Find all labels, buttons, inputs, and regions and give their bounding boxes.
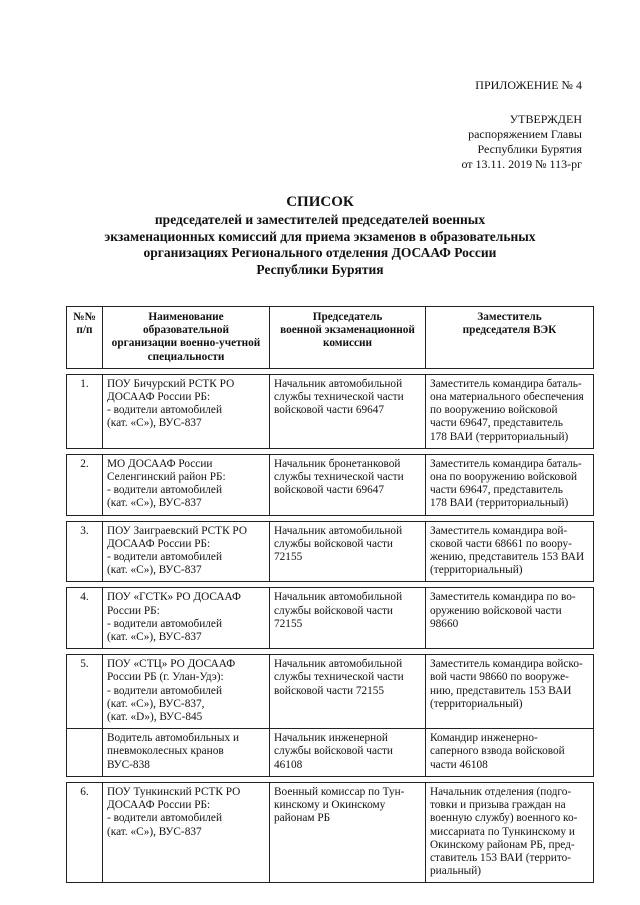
cell-line: России РБ: (107, 604, 160, 617)
approval-line: Республики Бурятия (477, 142, 582, 156)
cell-line: она материального обеспечения (430, 391, 584, 404)
cell-organization (103, 588, 270, 649)
table-row (67, 729, 594, 777)
cell-line: службы войсковой части (274, 604, 393, 617)
cell-line: ДОСААФ России РБ: (107, 799, 211, 812)
cell-line: Заместитель (477, 311, 542, 323)
cell-line: ПОУ «ГСТК» РО ДОСААФ (107, 591, 241, 604)
subtitle-line: Республики Бурятия (256, 261, 384, 277)
cell-line: службы технической части (274, 391, 404, 404)
cell-line: миссариата по Тункинскому и (430, 825, 575, 838)
cell-line: организации военно-учетной (111, 337, 261, 350)
cell-line: военной экзаменационной (280, 324, 415, 337)
cell-line: - водители автомобилей (107, 404, 222, 417)
table-row (67, 521, 594, 582)
cell-line: ставитель 153 ВАИ (террито- (430, 851, 572, 864)
cell-line: ДОСААФ России РБ: (107, 391, 211, 404)
cell-line: Начальник бронетанковой (274, 457, 401, 470)
cell-line: кинскому и Окинскому (274, 799, 386, 812)
header-chair (270, 307, 426, 369)
cell-line: саперного взвода войсковой (430, 745, 565, 758)
cell-line: риальный) (430, 865, 482, 878)
cell-line: Военный комиссар по Тун- (274, 785, 405, 798)
cell-line: (кат. «D»), ВУС-845 (107, 711, 203, 724)
subtitle-line: председателей и заместителей председателей военных (154, 212, 486, 227)
cell-line: - водители автомобилей (107, 551, 222, 564)
cell-organization (103, 655, 270, 729)
cell-line: районам РБ (274, 812, 331, 825)
cell-line: ДОСААФ России РБ: (107, 537, 211, 550)
cell-line: - водители автомобилей (107, 812, 222, 825)
cell-line: ПОУ «СТЦ» РО ДОСААФ (107, 658, 236, 671)
cell-number: 1. (67, 374, 103, 448)
cell-line: Наименование (148, 311, 224, 323)
cell-line: Заместитель командира войско- (430, 658, 583, 671)
cell-chairman (270, 374, 426, 448)
table-header-row (67, 307, 594, 369)
cell-line: 72155 (274, 617, 303, 630)
cell-line: части 69647, представитель (430, 417, 563, 430)
cell-line: военную службу) военного ко- (430, 812, 578, 825)
cell-line: ПОУ Тункинский РСТК РО (107, 785, 241, 798)
cell-organization (103, 782, 270, 882)
table-row (67, 588, 594, 649)
cell-line: Начальник автомобильной (274, 591, 403, 604)
cell-line: службы войсковой части (274, 537, 393, 550)
cell-organization (103, 454, 270, 515)
cell-number (67, 729, 103, 777)
cell-line: Начальник автомобильной (274, 377, 403, 390)
table-row (67, 655, 594, 729)
cell-line: 98660 (430, 617, 459, 630)
cell-chairman (270, 454, 426, 515)
cell-line: 178 ВАИ (территориальный) (430, 430, 569, 443)
cell-line: ВУС-838 (107, 758, 150, 771)
cell-line: Заместитель командира вой- (430, 524, 568, 537)
cell-line: Селенгинский район РБ: (107, 471, 226, 484)
cell-deputy (426, 454, 594, 515)
cell-line: комиссии (322, 337, 373, 350)
cell-line: службы технической части (274, 671, 404, 684)
approval-line: УТВЕРЖДЕН (509, 112, 582, 126)
cell-line: Начальник автомобильной (274, 524, 403, 537)
cell-line: (кат. «С»), ВУС-837 (107, 631, 202, 644)
cell-number: 4. (67, 588, 103, 649)
cell-deputy (426, 521, 594, 582)
cell-line: (кат. «С»), ВУС-837 (107, 417, 202, 430)
cell-line: - водители автомобилей (107, 484, 222, 497)
cell-chairman (270, 588, 426, 649)
cell-line: МО ДОСААФ России (107, 457, 213, 470)
cell-chairman (270, 729, 426, 777)
cell-line: жению, представитель 153 ВАИ (430, 551, 585, 564)
cell-line: Начальник инженерной (274, 732, 388, 745)
cell-line: товки и призыва граждан на (430, 799, 566, 812)
table-row (67, 374, 594, 448)
cell-number: 5. (67, 655, 103, 729)
cell-line: по вооружению войсковой (430, 404, 558, 417)
commission-table (66, 306, 594, 883)
document-subtitle (60, 212, 580, 278)
cell-line: Начальник автомобильной (274, 658, 403, 671)
approval-line: от 13.11. 2019 № 113-рг (461, 157, 582, 171)
header-num (67, 307, 103, 369)
cell-line: она по вооружению войсковой (430, 471, 578, 484)
cell-line: войсковой части 72155 (274, 684, 385, 697)
cell-line: №№ (73, 311, 96, 323)
cell-line: ПОУ Заиграевский РСТК РО (107, 524, 248, 537)
appendix-label: ПРИЛОЖЕНИЕ № 4 (475, 78, 582, 92)
cell-line: службы войсковой части (274, 745, 393, 758)
table-row (67, 454, 594, 515)
cell-line: пневмоколесных кранов (107, 745, 224, 758)
cell-line: (кат. «С»), ВУС-837, (107, 697, 205, 710)
cell-line: части 46108 (430, 758, 488, 771)
approval-block (300, 112, 582, 172)
cell-deputy (426, 374, 594, 448)
cell-line: ПОУ Бичурский РСТК РО (107, 377, 235, 390)
header-org (103, 307, 270, 369)
document-title: СПИСОК (286, 194, 354, 210)
cell-line: (кат. «С»), ВУС-837 (107, 825, 202, 838)
cell-number: 3. (67, 521, 103, 582)
cell-line: (территориальный) (430, 564, 523, 577)
cell-chairman (270, 655, 426, 729)
cell-line: - водители автомобилей (107, 617, 222, 630)
cell-organization (103, 374, 270, 448)
cell-line: 72155 (274, 551, 303, 564)
cell-line: оружению войсковой части (430, 604, 562, 617)
cell-line: Председатель (312, 311, 383, 323)
cell-line: (территориальный) (430, 697, 523, 710)
subtitle-line: экзаменационных комиссий для приема экзаменов в образовательных (104, 228, 536, 244)
cell-line: сковой части 68661 по воору- (430, 537, 572, 550)
cell-line: Заместитель командира баталь- (430, 457, 582, 470)
cell-deputy (426, 655, 594, 729)
cell-line: части 69647, представитель (430, 484, 563, 497)
cell-deputy (426, 588, 594, 649)
cell-line: п/п (76, 324, 93, 337)
table-body (67, 307, 594, 883)
cell-line: войсковой части 69647 (274, 404, 385, 417)
cell-line: Командир инженерно- (430, 732, 538, 745)
cell-line: - водители автомобилей (107, 684, 222, 697)
cell-line: Окинскому районам РБ, пред- (430, 838, 575, 851)
cell-chairman (270, 521, 426, 582)
cell-deputy (426, 729, 594, 777)
cell-line: России РБ (г. Улан-Удэ): (107, 671, 224, 684)
cell-line: Начальник отделения (подго- (430, 785, 572, 798)
cell-number: 6. (67, 782, 103, 882)
cell-line: Заместитель командира баталь- (430, 377, 582, 390)
cell-line: вой части 98660 по вооруже- (430, 671, 569, 684)
cell-number: 2. (67, 454, 103, 515)
approval-line: распоряжением Главы (468, 127, 582, 141)
cell-line: службы технической части (274, 471, 404, 484)
cell-line: председателя ВЭК (462, 324, 557, 337)
cell-organization (103, 729, 270, 777)
cell-line: специальности (147, 350, 225, 363)
cell-line: 178 ВАИ (территориальный) (430, 497, 569, 510)
cell-line: (кат. «С»), ВУС-837 (107, 497, 202, 510)
cell-line: войсковой части 69647 (274, 484, 385, 497)
cell-line: 46108 (274, 758, 303, 771)
cell-line: нию, представитель 153 ВАИ (430, 684, 572, 697)
table-row (67, 782, 594, 882)
subtitle-line: организациях Регионального отделения ДОСААФ России (143, 245, 497, 260)
cell-line: Заместитель командира по во- (430, 591, 576, 604)
cell-line: образовательной (142, 324, 230, 337)
cell-chairman (270, 782, 426, 882)
header-deputy (426, 307, 594, 369)
cell-line: (кат. «С»), ВУС-837 (107, 564, 202, 577)
cell-line: Водитель автомобильных и (107, 732, 240, 745)
cell-deputy (426, 782, 594, 882)
cell-organization (103, 521, 270, 582)
